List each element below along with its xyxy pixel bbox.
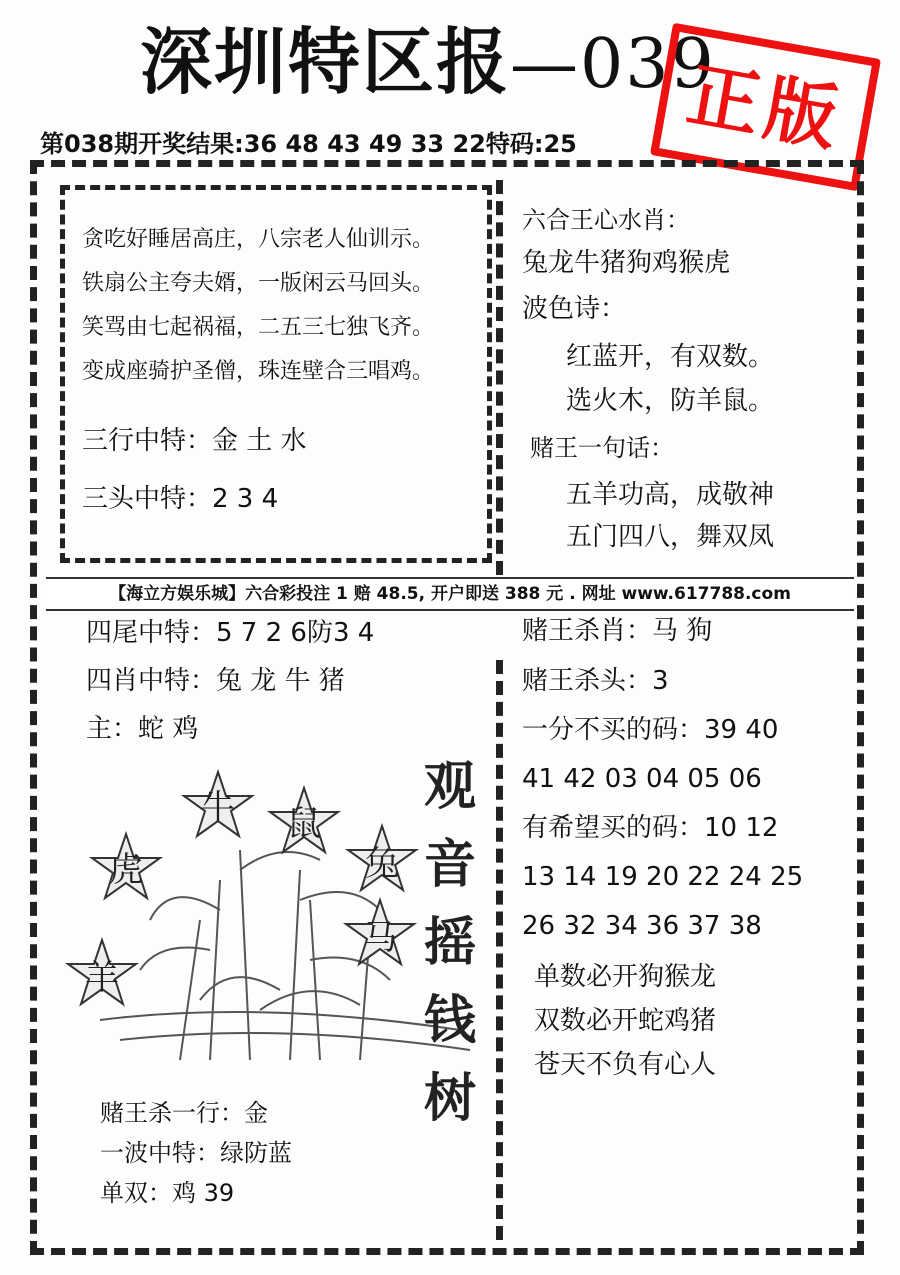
bumai-more: 41 42 03 04 05 06: [522, 764, 762, 794]
danshuang: 单双：鸡 39: [100, 1179, 235, 1207]
star-label-niu: 牛: [201, 788, 235, 828]
zhu-line: 主：蛇 鸡: [86, 714, 199, 744]
art-title-char: 树: [424, 1068, 477, 1129]
authentic-stamp: 正版: [650, 23, 881, 192]
sha-yi-hang: 赌王杀一行：金: [100, 1099, 268, 1127]
star-label-shu: 鼠: [287, 804, 321, 844]
result-line: 第038期开奖结果:36 48 43 49 33 22特码:25: [40, 130, 577, 158]
yibo-zhongte: 一波中特：绿防蓝: [100, 1139, 292, 1167]
art-title: [424, 748, 494, 1138]
page-title: [140, 20, 716, 104]
poem-line: 贪吃好睡居高庄，八宗老人仙训示。: [82, 227, 435, 252]
ad-banner: 【海立方娱乐城】六合彩投注 1 赔 48.5, 开户即送 388 元 . 网址 www.617788.com: [46, 577, 854, 611]
art-title-char: 摇: [424, 912, 477, 973]
duwang-label: 赌王一句话：: [530, 434, 674, 462]
closing-line: 双数必开蛇鸡猪: [534, 1006, 717, 1036]
liuhe-label: 六合王心水肖：: [522, 206, 690, 234]
star-label-hu: 虎: [109, 850, 143, 890]
duwang-line: 五门四八，舞双凤: [566, 522, 775, 552]
duwang-line: 五羊功高，成敬神: [566, 480, 775, 510]
bose-line: 红蓝开，有双数。: [566, 342, 775, 372]
closing-line: 单数必开狗猴龙: [534, 962, 717, 992]
xiwang-row: 26 32 34 36 37 38: [522, 911, 762, 941]
top-divider: [496, 180, 503, 575]
art-title-char: 观: [424, 756, 477, 817]
title-issue: —039: [510, 25, 716, 104]
star-label-ma: 马: [363, 918, 397, 958]
siwei-zhongte: 四尾中特：5 7 2 6防3 4: [86, 618, 375, 648]
liuhe-value: 兔龙牛猪狗鸡猴虎: [522, 248, 731, 278]
bose-line: 选火木，防羊鼠。: [566, 386, 775, 416]
bumai-label: 一分不买的码：39 40: [522, 715, 779, 745]
closing-line: 苍天不负有心人: [534, 1050, 717, 1080]
title-main: 深圳特区报: [140, 20, 511, 104]
xiwang-row: 13 14 19 20 22 24 25: [522, 862, 804, 892]
sixiao-zhongte: 四肖中特：兔 龙 牛 猪: [86, 666, 345, 696]
bottom-divider: [496, 660, 503, 1240]
poem-line: 变成座骑护圣僧，珠连壁合三唱鸡。: [82, 359, 435, 384]
star-label-tu: 兔: [365, 844, 399, 884]
poem-line: 铁扇公主夸夫婿，一版闲云马回头。: [82, 271, 435, 296]
sha-tou: 赌王杀头：3: [522, 666, 669, 696]
plant-illustration: [100, 850, 470, 1060]
art-title-char: 钱: [424, 990, 477, 1051]
santou-zhongte: 三头中特：2 3 4: [82, 484, 279, 514]
poem-block: [82, 218, 434, 394]
sanhang-zhongte: 三行中特：金 土 水: [82, 426, 307, 456]
bose-label: 波色诗：: [522, 294, 627, 324]
sha-xiao: 赌王杀肖：马 狗: [522, 616, 713, 646]
poem-line: 笑骂由七起祸福，二五三七独飞齐。: [82, 315, 435, 340]
star-label-yang: 羊: [85, 958, 119, 998]
art-title-char: 音: [424, 834, 477, 895]
xiwang-label: 有希望买的码：10 12: [522, 813, 779, 843]
